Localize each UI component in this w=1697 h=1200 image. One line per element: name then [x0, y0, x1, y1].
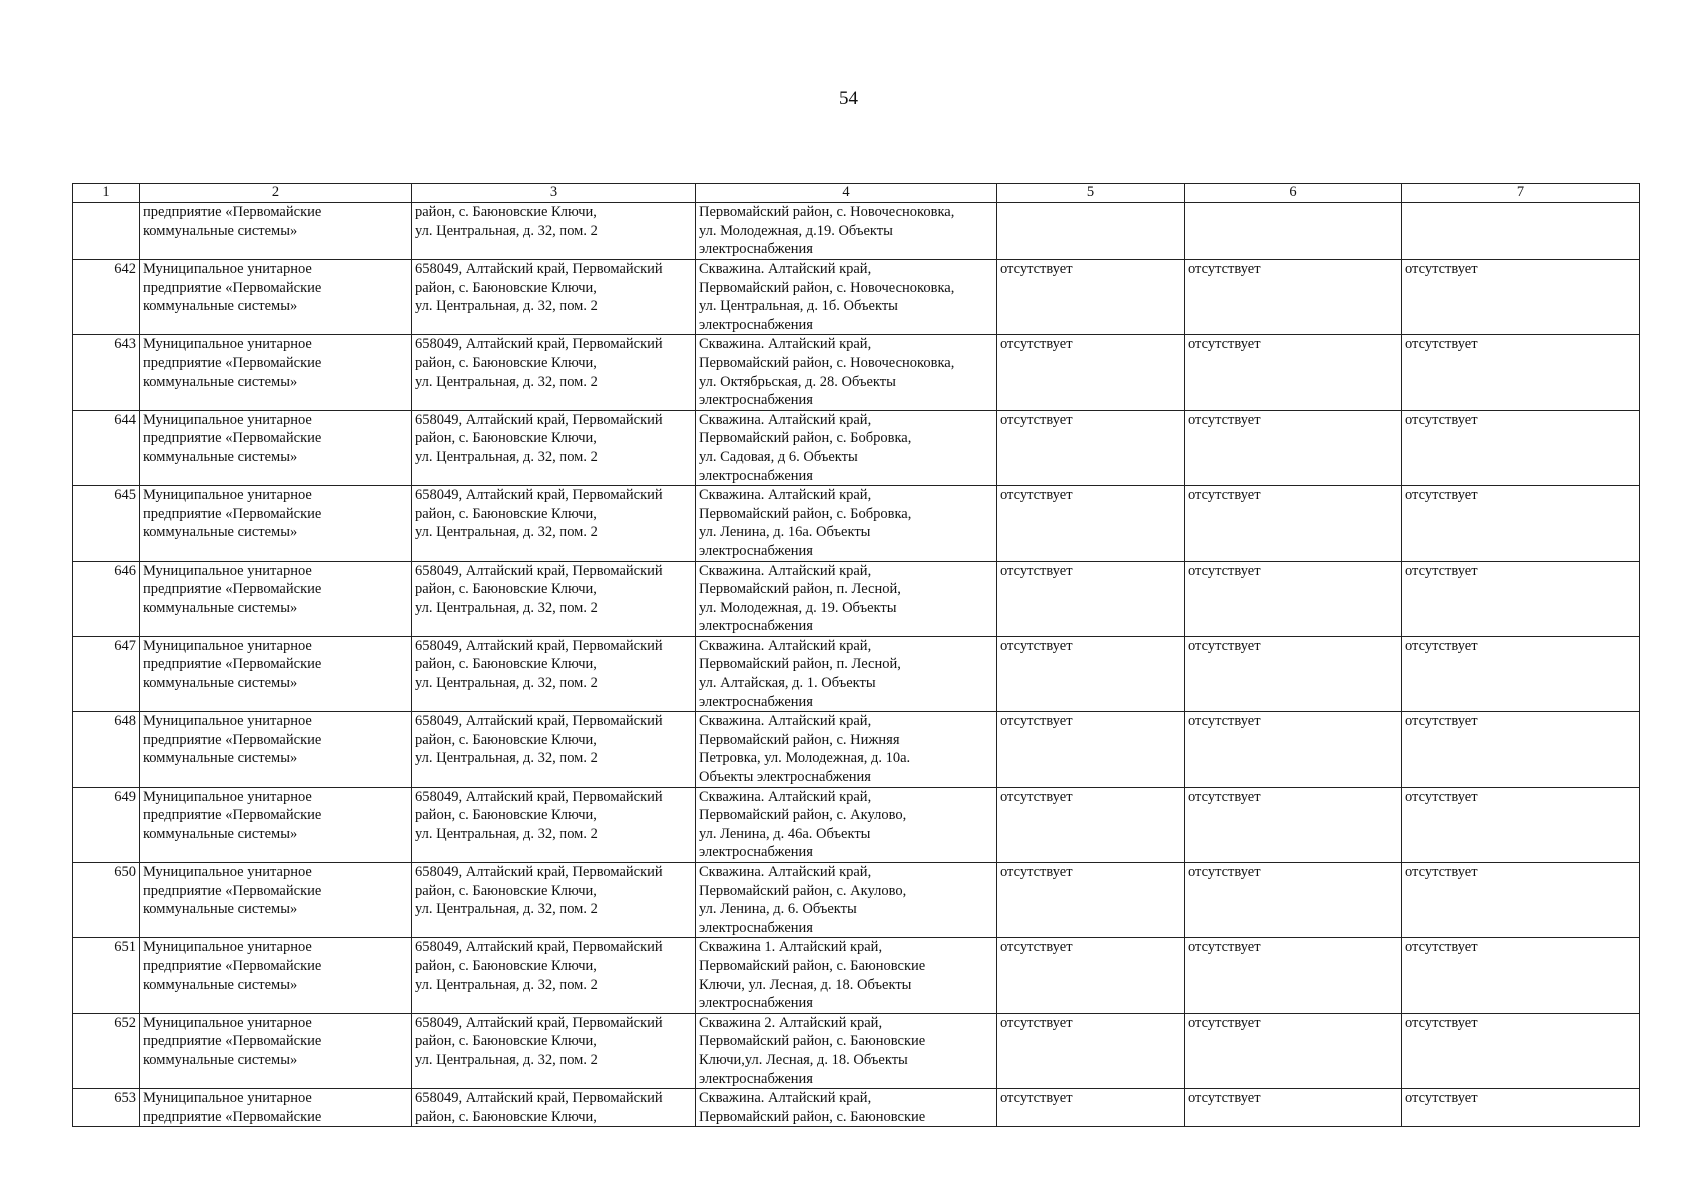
- status-text: отсутствует: [1405, 788, 1478, 805]
- owner-line: предприятие «Первомайские: [143, 430, 322, 447]
- column-number-4: 4: [696, 184, 997, 203]
- column-7-cell: [1402, 561, 1640, 636]
- row-number: 644: [114, 411, 136, 428]
- owner-cell: [140, 335, 412, 410]
- owner-line: Муниципальное унитарное: [143, 713, 312, 730]
- status-text: отсутствует: [1000, 336, 1073, 353]
- object-description-cell: [696, 410, 997, 485]
- object-line: Ключи,ул. Лесная, д. 18. Объекты: [699, 1051, 908, 1068]
- status-text: отсутствует: [1405, 336, 1478, 353]
- object-line: Скважина. Алтайский край,: [699, 864, 872, 880]
- object-line: электроснабжения: [699, 693, 813, 710]
- object-line: Первомайский район, с. Новочесноковка,: [699, 279, 955, 296]
- object-description-cell: [696, 561, 997, 636]
- status-text: отсутствует: [1000, 1090, 1073, 1107]
- column-7-cell: [1402, 1013, 1640, 1088]
- status-text: отсутствует: [1188, 939, 1261, 956]
- owner-cell: [140, 1013, 412, 1088]
- status-text: отсутствует: [1188, 1014, 1261, 1031]
- table-row: [73, 1089, 1640, 1127]
- row-number: 642: [114, 261, 136, 277]
- status-text: отсутствует: [1188, 261, 1261, 277]
- column-7-cell: [1402, 1089, 1640, 1127]
- object-line: Скважина. Алтайский край,: [699, 411, 872, 428]
- column-6-cell: [1185, 260, 1402, 335]
- owner-line: предприятие «Первомайские: [143, 581, 322, 598]
- row-number-cell: [73, 712, 140, 787]
- object-line: Первомайский район, с. Бобровка,: [699, 505, 912, 522]
- address-line: ул. Центральная, д. 32, пом. 2: [415, 750, 598, 767]
- column-6-cell: [1185, 712, 1402, 787]
- object-line: Первомайский район, с. Бобровка,: [699, 430, 912, 447]
- address-line: район, с. Баюновские Ключи,: [415, 807, 597, 824]
- object-line: Первомайский район, с. Новочесноковка,: [699, 204, 955, 220]
- row-number: 643: [114, 336, 136, 353]
- column-6-cell: [1185, 636, 1402, 711]
- status-text: отсутствует: [1405, 713, 1478, 730]
- row-number: 646: [114, 562, 136, 579]
- status-text: отсутствует: [1000, 411, 1073, 428]
- table-row: [73, 1013, 1640, 1088]
- address-line: 658049, Алтайский край, Первомайский: [415, 1014, 663, 1031]
- status-text: отсутствует: [1000, 487, 1073, 504]
- object-line: Скважина 2. Алтайский край,: [699, 1014, 883, 1031]
- table-row: [73, 203, 1640, 260]
- owner-line: предприятие «Первомайские: [143, 204, 322, 220]
- object-line: электроснабжения: [699, 392, 813, 409]
- status-text: отсутствует: [1405, 637, 1478, 654]
- status-text: отсутствует: [1188, 788, 1261, 805]
- column-5-cell: [997, 1089, 1185, 1127]
- owner-cell: [140, 1089, 412, 1127]
- owner-line: коммунальные системы»: [143, 750, 298, 767]
- object-line: Петровка, ул. Молодежная, д. 10а.: [699, 750, 911, 767]
- object-line: Скважина. Алтайский край,: [699, 562, 872, 579]
- row-number: 647: [114, 637, 136, 654]
- owner-cell: [140, 938, 412, 1013]
- row-number: 652: [114, 1014, 136, 1031]
- owner-address-cell: [412, 863, 696, 938]
- column-7-cell: [1402, 938, 1640, 1013]
- column-6-cell: [1185, 863, 1402, 938]
- object-line: Первомайский район, с. Баюновские: [699, 957, 926, 974]
- table-body: [73, 184, 1640, 1127]
- status-text: отсутствует: [1405, 261, 1478, 277]
- object-line: электроснабжения: [699, 1070, 813, 1087]
- address-line: ул. Центральная, д. 32, пом. 2: [415, 675, 598, 692]
- address-line: 658049, Алтайский край, Первомайский: [415, 336, 663, 353]
- address-line: ул. Центральная, д. 32, пом. 2: [415, 373, 598, 390]
- column-7-cell: [1402, 410, 1640, 485]
- row-number: 653: [114, 1090, 136, 1107]
- status-text: отсутствует: [1405, 487, 1478, 504]
- object-line: Скважина. Алтайский край,: [699, 487, 872, 504]
- address-line: ул. Центральная, д. 32, пом. 2: [415, 1051, 598, 1068]
- owner-line: предприятие «Первомайские: [143, 731, 322, 748]
- column-5-cell: [997, 260, 1185, 335]
- column-6-cell: [1185, 938, 1402, 1013]
- column-7-cell: [1402, 636, 1640, 711]
- object-line: ул. Ленина, д. 16а. Объекты: [699, 524, 871, 541]
- table-row: [73, 410, 1640, 485]
- status-text: отсутствует: [1000, 939, 1073, 956]
- object-line: ул. Октябрьская, д. 28. Объекты: [699, 373, 896, 390]
- object-line: электроснабжения: [699, 467, 813, 484]
- column-7-cell: [1402, 712, 1640, 787]
- status-text: отсутствует: [1188, 637, 1261, 654]
- row-number-cell: [73, 1089, 140, 1127]
- object-description-cell: [696, 1013, 997, 1088]
- object-line: Первомайский район, с. Баюновские: [699, 1108, 926, 1125]
- column-5-cell: [997, 863, 1185, 938]
- column-6-cell: [1185, 1013, 1402, 1088]
- owner-line: предприятие «Первомайские: [143, 1108, 322, 1125]
- object-description-cell: [696, 1089, 997, 1127]
- owner-line: коммунальные системы»: [143, 524, 298, 541]
- owner-line: Муниципальное унитарное: [143, 864, 312, 880]
- address-line: район, с. Баюновские Ключи,: [415, 505, 597, 522]
- column-5-cell: [997, 938, 1185, 1013]
- object-description-cell: [696, 712, 997, 787]
- owner-cell: [140, 863, 412, 938]
- owner-cell: [140, 203, 412, 260]
- status-text: отсутствует: [1405, 939, 1478, 956]
- status-text: отсутствует: [1405, 864, 1478, 880]
- object-description-cell: [696, 203, 997, 260]
- address-line: ул. Центральная, д. 32, пом. 2: [415, 599, 598, 616]
- owner-address-cell: [412, 410, 696, 485]
- status-text: отсутствует: [1000, 1014, 1073, 1031]
- owner-line: коммунальные системы»: [143, 825, 298, 842]
- object-line: Скважина. Алтайский край,: [699, 1090, 872, 1107]
- row-number: 645: [114, 487, 136, 504]
- address-line: 658049, Алтайский край, Первомайский: [415, 1090, 663, 1107]
- row-number-cell: [73, 1013, 140, 1088]
- address-line: ул. Центральная, д. 32, пом. 2: [415, 901, 598, 918]
- owner-cell: [140, 260, 412, 335]
- column-5-cell: [997, 1013, 1185, 1088]
- column-5-cell: [997, 561, 1185, 636]
- status-text: отсутствует: [1000, 788, 1073, 805]
- owner-line: коммунальные системы»: [143, 448, 298, 465]
- column-7-cell: [1402, 335, 1640, 410]
- object-line: Скважина. Алтайский край,: [699, 637, 872, 654]
- status-text: отсутствует: [1188, 336, 1261, 353]
- object-line: ул. Ленина, д. 46а. Объекты: [699, 825, 871, 842]
- column-7-cell: [1402, 260, 1640, 335]
- status-text: отсутствует: [1188, 713, 1261, 730]
- object-line: электроснабжения: [699, 995, 813, 1012]
- row-number: 650: [114, 864, 136, 880]
- row-number: 649: [114, 788, 136, 805]
- row-number: 651: [114, 939, 136, 956]
- object-line: ул. Центральная, д. 1б. Объекты: [699, 298, 898, 315]
- column-6-cell: [1185, 787, 1402, 862]
- owner-address-cell: [412, 260, 696, 335]
- object-line: ул. Молодежная, д.19. Объекты: [699, 222, 893, 239]
- address-line: 658049, Алтайский край, Первомайский: [415, 487, 663, 504]
- column-5-cell: [997, 335, 1185, 410]
- table-row: [73, 636, 1640, 711]
- address-line: 658049, Алтайский край, Первомайский: [415, 562, 663, 579]
- column-number-7: 7: [1402, 184, 1640, 203]
- address-line: район, с. Баюновские Ключи,: [415, 957, 597, 974]
- object-line: Первомайский район, п. Лесной,: [699, 656, 901, 673]
- row-number-cell: [73, 636, 140, 711]
- owner-address-cell: [412, 203, 696, 260]
- status-text: отсутствует: [1405, 1014, 1478, 1031]
- column-number-1: 1: [73, 184, 140, 203]
- row-number-cell: [73, 486, 140, 561]
- table-row: [73, 787, 1640, 862]
- row-number-cell: [73, 335, 140, 410]
- status-text: отсутствует: [1405, 562, 1478, 579]
- status-text: отсутствует: [1000, 637, 1073, 654]
- address-line: ул. Центральная, д. 32, пом. 2: [415, 524, 598, 541]
- owner-line: предприятие «Первомайские: [143, 957, 322, 974]
- status-text: отсутствует: [1405, 1090, 1478, 1107]
- object-line: Первомайский район, с. Акулово,: [699, 807, 907, 824]
- owner-cell: [140, 486, 412, 561]
- column-7-cell: [1402, 863, 1640, 938]
- column-7-cell: [1402, 203, 1640, 260]
- object-line: ул. Молодежная, д. 19. Объекты: [699, 599, 897, 616]
- owner-line: Муниципальное унитарное: [143, 1014, 312, 1031]
- owner-cell: [140, 712, 412, 787]
- object-line: электроснабжения: [699, 919, 813, 936]
- column-6-cell: [1185, 410, 1402, 485]
- table-row: [73, 938, 1640, 1013]
- column-5-cell: [997, 203, 1185, 260]
- object-line: Первомайский район, с. Нижняя: [699, 731, 900, 748]
- address-line: ул. Центральная, д. 32, пом. 2: [415, 825, 598, 842]
- object-line: ул. Ленина, д. 6. Объекты: [699, 901, 857, 918]
- owner-line: Муниципальное унитарное: [143, 562, 312, 579]
- owner-line: коммунальные системы»: [143, 222, 298, 239]
- column-5-cell: [997, 486, 1185, 561]
- column-5-cell: [997, 410, 1185, 485]
- object-line: Скважина 1. Алтайский край,: [699, 939, 883, 956]
- owner-line: предприятие «Первомайские: [143, 656, 322, 673]
- object-description-cell: [696, 938, 997, 1013]
- owner-address-cell: [412, 486, 696, 561]
- address-line: район, с. Баюновские Ключи,: [415, 430, 597, 447]
- owner-line: Муниципальное унитарное: [143, 487, 312, 504]
- owner-line: предприятие «Первомайские: [143, 505, 322, 522]
- column-6-cell: [1185, 203, 1402, 260]
- address-line: ул. Центральная, д. 32, пом. 2: [415, 222, 598, 239]
- row-number-cell: [73, 938, 140, 1013]
- status-text: отсутствует: [1000, 562, 1073, 579]
- owner-line: Муниципальное унитарное: [143, 1090, 312, 1107]
- address-line: 658049, Алтайский край, Первомайский: [415, 713, 663, 730]
- row-number-cell: [73, 260, 140, 335]
- column-7-cell: [1402, 787, 1640, 862]
- owner-address-cell: [412, 1013, 696, 1088]
- page-number: 54: [839, 88, 858, 109]
- address-line: 658049, Алтайский край, Первомайский: [415, 637, 663, 654]
- table-row: [73, 260, 1640, 335]
- address-line: район, с. Баюновские Ключи,: [415, 656, 597, 673]
- owner-line: предприятие «Первомайские: [143, 1033, 322, 1050]
- status-text: отсутствует: [1188, 487, 1261, 504]
- owner-line: предприятие «Первомайские: [143, 882, 322, 899]
- owner-address-cell: [412, 561, 696, 636]
- owner-cell: [140, 410, 412, 485]
- column-6-cell: [1185, 335, 1402, 410]
- object-description-cell: [696, 260, 997, 335]
- owner-line: коммунальные системы»: [143, 599, 298, 616]
- owner-line: коммунальные системы»: [143, 373, 298, 390]
- column-6-cell: [1185, 1089, 1402, 1127]
- table-row: [73, 863, 1640, 938]
- address-line: район, с. Баюновские Ключи,: [415, 581, 597, 598]
- object-line: Первомайский район, с. Баюновские: [699, 1033, 926, 1050]
- object-line: электроснабжения: [699, 542, 813, 559]
- status-text: отсутствует: [1188, 864, 1261, 880]
- column-7-cell: [1402, 486, 1640, 561]
- address-line: 658049, Алтайский край, Первомайский: [415, 864, 663, 880]
- object-line: Первомайский район, п. Лесной,: [699, 581, 901, 598]
- row-number-cell: [73, 863, 140, 938]
- address-line: 658049, Алтайский край, Первомайский: [415, 788, 663, 805]
- address-line: район, с. Баюновские Ключи,: [415, 354, 597, 371]
- table-row: [73, 712, 1640, 787]
- status-text: отсутствует: [1000, 864, 1073, 880]
- object-line: электроснабжения: [699, 618, 813, 635]
- status-text: отсутствует: [1000, 261, 1073, 277]
- owner-address-cell: [412, 335, 696, 410]
- row-number-cell: [73, 410, 140, 485]
- owner-line: предприятие «Первомайские: [143, 807, 322, 824]
- status-text: отсутствует: [1000, 713, 1073, 730]
- object-description-cell: [696, 486, 997, 561]
- object-line: Скважина. Алтайский край,: [699, 261, 872, 277]
- row-number-cell: [73, 203, 140, 260]
- table-row: [73, 486, 1640, 561]
- object-line: Первомайский район, с. Акулово,: [699, 882, 907, 899]
- owner-address-cell: [412, 712, 696, 787]
- address-line: район, с. Баюновские Ключи,: [415, 1033, 597, 1050]
- owner-address-cell: [412, 636, 696, 711]
- owner-address-cell: [412, 938, 696, 1013]
- address-line: район, с. Баюновские Ключи,: [415, 882, 597, 899]
- column-number-2: 2: [140, 184, 412, 203]
- owner-line: коммунальные системы»: [143, 901, 298, 918]
- owner-address-cell: [412, 1089, 696, 1127]
- object-line: электроснабжения: [699, 316, 813, 333]
- address-line: район, с. Баюновские Ключи,: [415, 279, 597, 296]
- column-5-cell: [997, 787, 1185, 862]
- owner-line: коммунальные системы»: [143, 675, 298, 692]
- owner-line: коммунальные системы»: [143, 976, 298, 993]
- object-line: ул. Садовая, д 6. Объекты: [699, 448, 858, 465]
- status-text: отсутствует: [1188, 562, 1261, 579]
- object-line: Объекты электроснабжения: [699, 769, 871, 786]
- object-line: Первомайский район, с. Новочесноковка,: [699, 354, 955, 371]
- object-description-cell: [696, 787, 997, 862]
- address-line: район, с. Баюновские Ключи,: [415, 731, 597, 748]
- status-text: отсутствует: [1188, 411, 1261, 428]
- owner-line: Муниципальное унитарное: [143, 939, 312, 956]
- owner-line: предприятие «Первомайские: [143, 354, 322, 371]
- column-number-3: 3: [412, 184, 696, 203]
- column-number-5: 5: [997, 184, 1185, 203]
- owner-line: Муниципальное унитарное: [143, 637, 312, 654]
- column-number-6: 6: [1185, 184, 1402, 203]
- owner-cell: [140, 561, 412, 636]
- owner-line: предприятие «Первомайские: [143, 279, 322, 296]
- object-line: Ключи, ул. Лесная, д. 18. Объекты: [699, 976, 912, 993]
- owner-address-cell: [412, 787, 696, 862]
- address-line: 658049, Алтайский край, Первомайский: [415, 411, 663, 428]
- address-line: 658049, Алтайский край, Первомайский: [415, 261, 663, 277]
- owner-line: Муниципальное унитарное: [143, 788, 312, 805]
- row-number-cell: [73, 787, 140, 862]
- address-line: 658049, Алтайский край, Первомайский: [415, 939, 663, 956]
- owner-line: Муниципальное унитарное: [143, 261, 312, 277]
- status-text: отсутствует: [1405, 411, 1478, 428]
- owner-line: Муниципальное унитарное: [143, 336, 312, 353]
- object-description-cell: [696, 335, 997, 410]
- object-line: Скважина. Алтайский край,: [699, 788, 872, 805]
- owner-line: коммунальные системы»: [143, 298, 298, 315]
- column-5-cell: [997, 636, 1185, 711]
- row-number: 648: [114, 713, 136, 730]
- address-line: район, с. Баюновские Ключи,: [415, 204, 597, 220]
- object-line: Скважина. Алтайский край,: [699, 336, 872, 353]
- address-line: ул. Центральная, д. 32, пом. 2: [415, 976, 598, 993]
- address-line: ул. Центральная, д. 32, пом. 2: [415, 298, 598, 315]
- owner-line: коммунальные системы»: [143, 1051, 298, 1068]
- table-row: [73, 561, 1640, 636]
- column-number-row: [73, 184, 1640, 203]
- column-6-cell: [1185, 486, 1402, 561]
- column-6-cell: [1185, 561, 1402, 636]
- object-line: электроснабжения: [699, 241, 813, 258]
- row-number-cell: [73, 561, 140, 636]
- owner-cell: [140, 636, 412, 711]
- object-description-cell: [696, 863, 997, 938]
- owner-cell: [140, 787, 412, 862]
- object-line: электроснабжения: [699, 844, 813, 861]
- object-line: ул. Алтайская, д. 1. Объекты: [699, 675, 876, 692]
- registry-table: [72, 183, 1640, 1127]
- address-line: ул. Центральная, д. 32, пом. 2: [415, 448, 598, 465]
- status-text: отсутствует: [1188, 1090, 1261, 1107]
- object-description-cell: [696, 636, 997, 711]
- owner-line: Муниципальное унитарное: [143, 411, 312, 428]
- column-5-cell: [997, 712, 1185, 787]
- table-row: [73, 335, 1640, 410]
- object-line: Скважина. Алтайский край,: [699, 713, 872, 730]
- address-line: район, с. Баюновские Ключи,: [415, 1108, 597, 1125]
